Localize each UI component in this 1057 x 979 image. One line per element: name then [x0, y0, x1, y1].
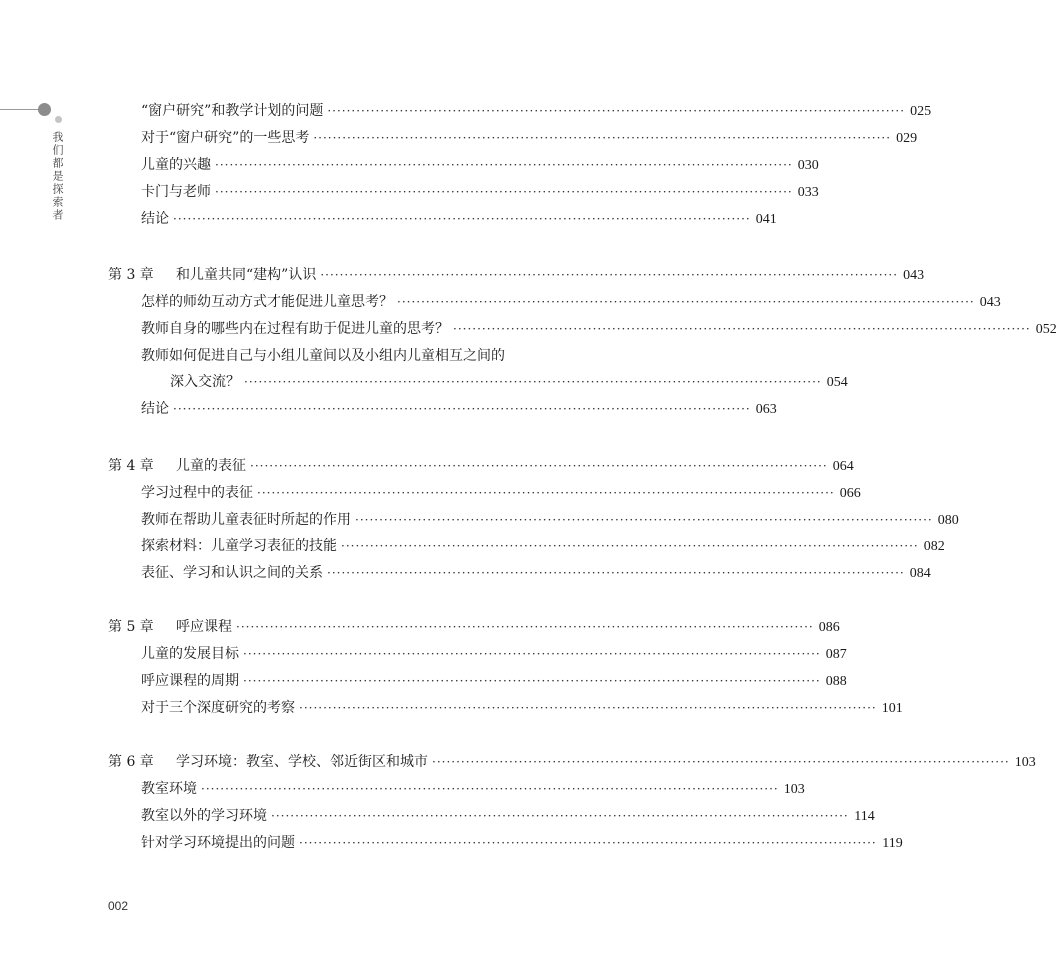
- toc-entry-title: 教室以外的学习环境: [141, 808, 267, 824]
- toc-page-number: 054: [826, 375, 848, 390]
- toc-leader-dots: ························································································································: [250, 459, 828, 473]
- toc-page-number: 052: [1035, 322, 1057, 337]
- toc-entry-title: 结论: [141, 401, 169, 417]
- toc-page-number: 084: [909, 566, 931, 581]
- page-number: 002: [108, 899, 129, 913]
- toc-entry-title: 教师在帮助儿童表征时所起的作用: [141, 512, 351, 528]
- toc-page-number: 080: [937, 513, 959, 528]
- toc-entry-title: 和儿童共同“建构”认识: [176, 267, 317, 283]
- toc-page-number: 103: [783, 782, 805, 797]
- toc-chapter-row[interactable]: [108, 455, 854, 475]
- toc-leader-dots: ························································································································: [271, 809, 849, 823]
- toc-chapter-row[interactable]: [108, 616, 840, 636]
- toc-entry-title: 卡门与老师: [141, 184, 211, 200]
- toc-section-row[interactable]: [141, 345, 629, 365]
- toc-leader-dots: ························································································································: [236, 620, 814, 634]
- toc-entry-title: 呼应课程的周期: [141, 673, 239, 689]
- toc-leader-dots: ························································································································: [453, 322, 1031, 336]
- toc-entry-title: 怎样的师幼互动方式才能促进儿童思考？: [141, 294, 393, 310]
- toc-leader-dots: ························································································································: [327, 566, 905, 580]
- toc-leader-dots: ························································································································: [243, 674, 821, 688]
- toc-entry-title: 呼应课程: [176, 619, 232, 635]
- toc-section-row[interactable]: [141, 509, 959, 529]
- toc-chapter-number: 第 6 章: [108, 754, 154, 770]
- toc-section-row[interactable]: [141, 805, 875, 825]
- toc-section-row[interactable]: [141, 100, 932, 120]
- toc-page-number: 033: [797, 185, 819, 200]
- toc-section-row[interactable]: [141, 562, 931, 582]
- toc-section-row[interactable]: [141, 670, 847, 690]
- toc-page-number: 025: [910, 104, 932, 119]
- toc-section-row[interactable]: [141, 181, 819, 201]
- toc-leader-dots: ························································································································: [327, 104, 906, 118]
- toc-leader-dots: ························································································································: [173, 402, 751, 416]
- toc-section-row[interactable]: [141, 535, 945, 555]
- toc-leader-dots: ························································································································: [299, 701, 877, 715]
- toc-entry-title: 深入交流？: [170, 374, 240, 390]
- toc-leader-dots: ························································································································: [320, 268, 899, 282]
- toc-entry-title: 结论: [141, 211, 169, 227]
- toc-section-row[interactable]: [141, 643, 847, 663]
- toc-page-number: 087: [825, 647, 847, 662]
- toc-leader-dots: ························································································································: [397, 295, 975, 309]
- toc-entry-title: 教师自身的哪些内在过程有助于促进儿童的思考？: [141, 321, 449, 337]
- toc-leader-dots: ························································································································: [243, 647, 821, 661]
- toc-section-row[interactable]: [141, 208, 777, 228]
- side-decoration-dot-small: [55, 116, 62, 123]
- toc-page-number: 041: [755, 212, 777, 227]
- toc-leader-dots: ························································································································: [173, 212, 751, 226]
- toc-leader-dots: ························································································································: [201, 782, 779, 796]
- toc-leader-dots: ························································································································: [355, 513, 933, 527]
- toc-chapter-number: 第 4 章: [108, 458, 154, 474]
- toc-page-number: 103: [1014, 755, 1036, 770]
- toc-page-number: 066: [839, 486, 861, 501]
- toc-page-number: 119: [882, 836, 903, 851]
- toc-entry-title: 儿童的发展目标: [141, 646, 239, 662]
- toc-entry-title: 对于三个深度研究的考察: [141, 700, 295, 716]
- toc-section-row[interactable]: [141, 291, 1001, 311]
- toc-page-number: 064: [832, 459, 854, 474]
- book-title-vertical: 我们都是探索者: [51, 131, 64, 222]
- toc-entry-title: 表征、学习和认识之间的关系: [141, 565, 323, 581]
- toc-page-number: 030: [797, 158, 819, 173]
- toc-section-row[interactable]: [141, 482, 861, 502]
- toc-entry-title: 学习过程中的表征: [141, 485, 253, 501]
- toc-page-number: 088: [825, 674, 847, 689]
- toc-section-row[interactable]: [141, 127, 918, 147]
- side-decoration-dot: [38, 103, 51, 116]
- toc-chapter-number: 第 3 章: [108, 267, 154, 283]
- toc-chapter-row[interactable]: [108, 264, 925, 284]
- toc-page-number: 063: [755, 402, 777, 417]
- toc-chapter-row[interactable]: [108, 751, 1036, 771]
- toc-entry-title: 儿童的表征: [176, 458, 246, 474]
- toc-leader-dots: ························································································································: [299, 836, 877, 850]
- toc-page-number: 029: [896, 131, 918, 146]
- toc-leader-dots: ························································································································: [341, 539, 919, 553]
- toc-page-number: 086: [818, 620, 840, 635]
- toc-leader-dots: ························································································································: [244, 375, 822, 389]
- toc-entry-title: 学习环境：教室、学校、邻近街区和城市: [176, 754, 428, 770]
- toc-section-row[interactable]: [141, 832, 903, 852]
- toc-section-row[interactable]: [170, 371, 848, 391]
- toc-entry-title: “窗户研究”和教学计划的问题: [141, 103, 324, 119]
- toc-section-row[interactable]: [141, 778, 805, 798]
- toc-page-number: 101: [881, 701, 903, 716]
- toc-entry-title: 探索材料：儿童学习表征的技能: [141, 538, 337, 554]
- toc-section-row[interactable]: [141, 318, 1057, 338]
- toc-section-row[interactable]: [141, 398, 777, 418]
- toc-chapter-number: 第 5 章: [108, 619, 154, 635]
- toc-leader-dots: ························································································································: [313, 131, 892, 145]
- toc-leader-dots: ························································································································: [215, 158, 793, 172]
- toc-entry-title: 教室环境: [141, 781, 197, 797]
- toc-page-number: 082: [923, 539, 945, 554]
- toc-leader-dots: ························································································································: [432, 755, 1010, 769]
- toc-section-row[interactable]: [141, 697, 903, 717]
- toc-entry-title: 针对学习环境提出的问题: [141, 835, 295, 851]
- toc-page-number: 043: [903, 268, 925, 283]
- toc-entry-title: 教师如何促进自己与小组儿童间以及小组内儿童相互之间的: [141, 348, 505, 364]
- toc-leader-dots: ························································································································: [215, 185, 793, 199]
- toc-page-number: 114: [854, 809, 875, 824]
- toc-entry-title: 儿童的兴趣: [141, 157, 211, 173]
- toc-page-number: 043: [979, 295, 1001, 310]
- toc-section-row[interactable]: [141, 154, 819, 174]
- toc-leader-dots: ························································································································: [257, 486, 835, 500]
- toc-entry-title: 对于“窗户研究”的一些思考: [141, 130, 310, 146]
